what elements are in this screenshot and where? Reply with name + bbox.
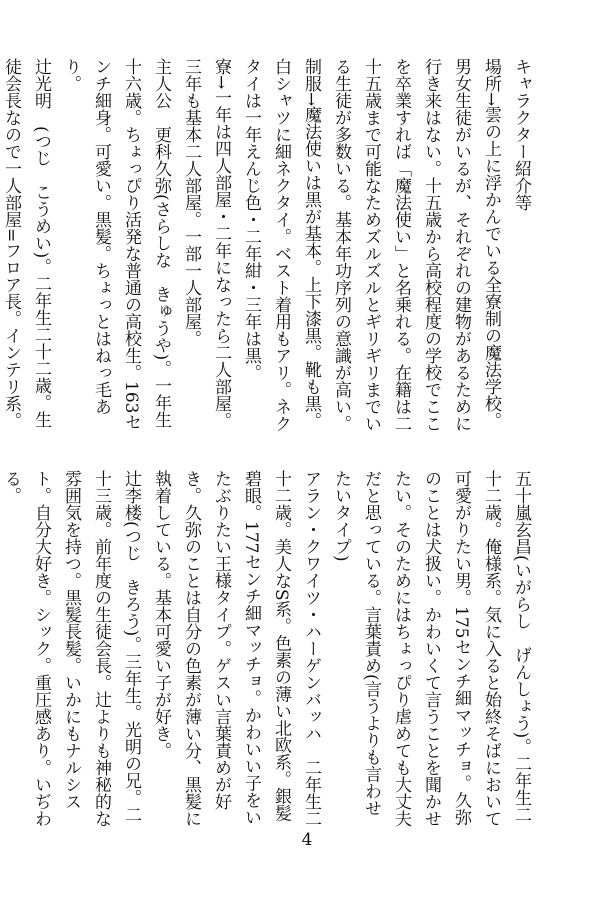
paragraph-tsuji-kirou: 辻李楼(つじ きろう)。三年生。光明の兄。二十三歳。前年度の生徒会長。辻よりも神秘的な雰囲気を持つ。黒髪長髪。いかにもナルシスト。自分大好き。シック。重圧感あり。いぢわる。 [1, 470, 141, 827]
paragraph-alan: アラン・クワイツ・ハーゲンバッハ 二年生二十二歳。美人なS系。色素の薄い北欧系。銀髪碧眼。177センチ細マッチョ。かわいい子をいたぶりたい王様タイプ。ゲスい言葉責めが好き。久弥のことは自分の色素が薄い分、黒髪に執着している。基本可愛い子が好き。 [151, 470, 321, 827]
paragraph-igarashi: 五十嵐玄昌(いがらし げんしょう)。二年生二十二歳。俺様系。気に入ると始終そばにおいて可愛がりたい男。175センチ細マッチョ。久弥のことは犬扱い。かわいくて言うことを聞かせたい。そのためにはちょっぴり虐めても大丈夫だと思っている。言葉責め(言うよりも言わせたいタイプ) [331, 470, 531, 827]
paragraph-setting: 場所→雲の上に浮かんでいる全寮制の魔法学校。男女生徒がいるが、それぞれの建物があるために行き来はない。十五歳から高校程度の学校でここを卒業すれば「魔法使い」と名乗れる。在籍は二十五歳まで可能なためズルズルとギリギリまでいる生徒が多数いる。基本年功序列の意識が高い。 [331, 58, 501, 432]
paragraph-tsuji-koumei: 辻光明 (つじ こうめい)。二年生二十二歳。生徒会長なので一人部屋=フロア長。インテリ系。 [1, 58, 51, 430]
paragraph-heading: キャラクター紹介等 [511, 58, 531, 211]
paragraph-protagonist: 主人公 更科久弥(さらしな きゅうや)。一年生十六歳。ちょっぴり活発な普通の高校生。163センチ細身。可愛い。黒髪。ちょっとはねっ毛あり。 [61, 58, 171, 431]
lower-text-block [1, 470, 536, 830]
upper-text-block [1, 58, 536, 440]
paragraph-dormitory: 寮→一年は四人部屋・二年になったら二人部屋。三年も基本二人部屋。一部一人部屋。 [181, 58, 231, 430]
page-number: 4 [301, 830, 313, 850]
paragraph-uniform: 制服→魔法使いは黒が基本。上下漆黒。靴も黒。白シャツに細ネクタイ。ベスト着用もアリ。ネクタイは一年えんじ色・二年紺・三年は黒。 [241, 58, 321, 432]
